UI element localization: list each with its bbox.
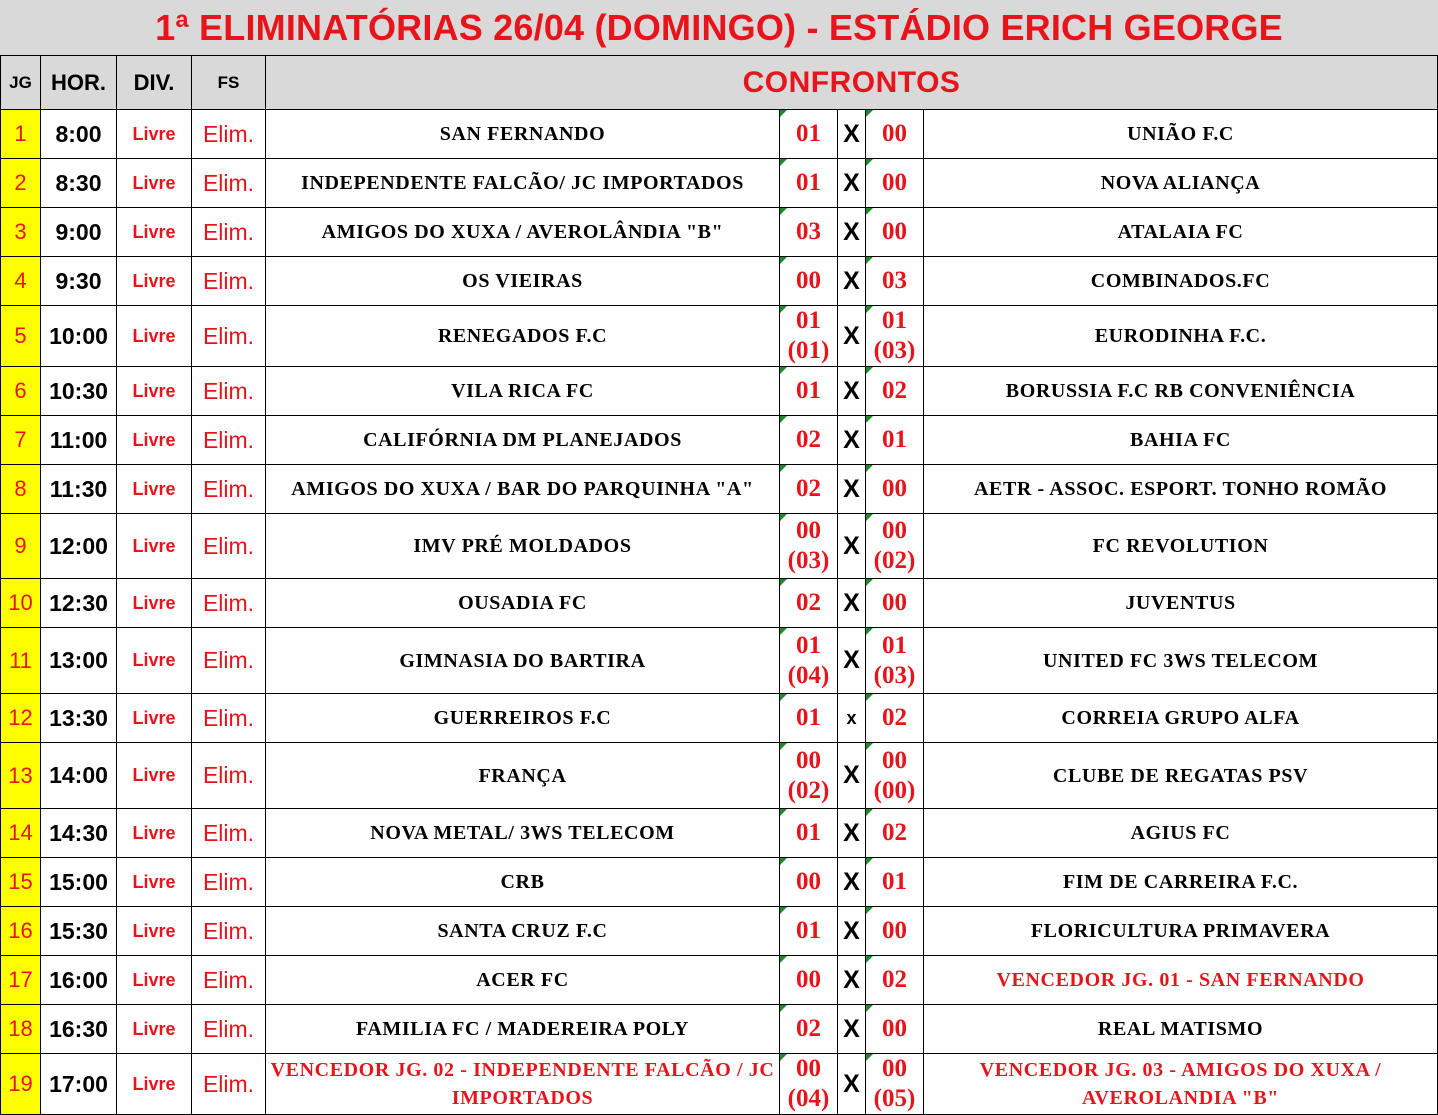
home-score: [780, 514, 838, 579]
home-score-goals: 02: [796, 1015, 821, 1042]
match-time: 13:00: [41, 628, 117, 694]
home-score: [780, 208, 838, 257]
away-team: JUVENTUS: [924, 579, 1438, 628]
home-team: SANTA CRUZ F.C: [266, 907, 780, 956]
away-team: AETR - ASSOC. ESPORT. TONHO ROMÃO: [924, 465, 1438, 514]
match-rows: [1, 110, 1438, 1115]
table-row: [1, 743, 1438, 809]
home-team: RENEGADOS F.C: [266, 306, 780, 367]
away-score: [866, 110, 924, 159]
home-score-goals: 01: [796, 704, 821, 731]
home-score: [780, 579, 838, 628]
division: Livre: [117, 579, 192, 628]
home-score: [780, 809, 838, 858]
division: Livre: [117, 306, 192, 367]
away-score-goals: 00: [882, 517, 907, 544]
away-score-goals: 01: [882, 307, 907, 334]
phase: Elim.: [192, 1005, 266, 1054]
home-score: [780, 628, 838, 694]
home-score-penalties: (02): [787, 776, 830, 804]
phase: Elim.: [192, 694, 266, 743]
header-jg: JG: [1, 56, 41, 110]
home-score: [780, 367, 838, 416]
away-score: [866, 858, 924, 907]
away-score: [866, 159, 924, 208]
game-number: 9: [1, 514, 41, 579]
division: Livre: [117, 257, 192, 306]
phase: Elim.: [192, 579, 266, 628]
away-team: VENCEDOR JG. 01 - SAN FERNANDO: [924, 956, 1438, 1005]
versus-mark: X: [838, 306, 866, 367]
phase: Elim.: [192, 743, 266, 809]
match-time: 15:00: [41, 858, 117, 907]
away-score: [866, 416, 924, 465]
division: Livre: [117, 367, 192, 416]
away-team: FIM DE CARREIRA F.C.: [924, 858, 1438, 907]
division: Livre: [117, 416, 192, 465]
home-team: FAMILIA FC / MADEREIRA POLY: [266, 1005, 780, 1054]
game-number: 14: [1, 809, 41, 858]
home-score-goals: 01: [796, 631, 821, 659]
home-team: IMV PRÉ MOLDADOS: [266, 514, 780, 579]
game-number: 17: [1, 956, 41, 1005]
table-row: [1, 367, 1438, 416]
match-time: 15:30: [41, 907, 117, 956]
away-score: [866, 1054, 924, 1115]
versus-mark: x: [838, 694, 866, 743]
home-score: [780, 1005, 838, 1054]
home-score-goals: 02: [796, 475, 821, 502]
home-team: INDEPENDENTE FALCÃO/ JC IMPORTADOS: [266, 159, 780, 208]
away-score: [866, 694, 924, 743]
division: Livre: [117, 743, 192, 809]
away-team: BORUSSIA F.C RB CONVENIÊNCIA: [924, 367, 1438, 416]
versus-mark: X: [838, 257, 866, 306]
table-row: [1, 1005, 1438, 1054]
game-number: 13: [1, 743, 41, 809]
home-score: [780, 743, 838, 809]
phase: Elim.: [192, 208, 266, 257]
game-number: 12: [1, 694, 41, 743]
away-team: COMBINADOS.FC: [924, 257, 1438, 306]
phase: Elim.: [192, 1054, 266, 1115]
away-score-goals: 00: [882, 120, 907, 147]
game-number: 10: [1, 579, 41, 628]
away-score: [866, 514, 924, 579]
versus-mark: X: [838, 956, 866, 1005]
match-table: [0, 55, 1438, 1115]
match-time: 9:30: [41, 257, 117, 306]
division: Livre: [117, 809, 192, 858]
phase: Elim.: [192, 416, 266, 465]
home-score: [780, 416, 838, 465]
away-score-goals: 00: [882, 169, 907, 196]
away-team: CORREIA GRUPO ALFA: [924, 694, 1438, 743]
home-score-goals: 02: [796, 589, 821, 616]
away-score-goals: 00: [882, 589, 907, 616]
match-time: 13:30: [41, 694, 117, 743]
division: Livre: [117, 1005, 192, 1054]
match-time: 11:00: [41, 416, 117, 465]
home-score-goals: 01: [796, 377, 821, 404]
game-number: 19: [1, 1054, 41, 1115]
home-team: GUERREIROS F.C: [266, 694, 780, 743]
home-score-goals: 01: [796, 819, 821, 846]
away-score-goals: 01: [882, 426, 907, 453]
phase: Elim.: [192, 306, 266, 367]
home-score-goals: 03: [796, 218, 821, 245]
away-score-goals: 00: [882, 1055, 907, 1082]
game-number: 8: [1, 465, 41, 514]
home-score: [780, 159, 838, 208]
versus-mark: X: [838, 110, 866, 159]
away-team: UNIÃO F.C: [924, 110, 1438, 159]
away-score-goals: 02: [882, 966, 907, 993]
phase: Elim.: [192, 465, 266, 514]
home-team: SAN FERNANDO: [266, 110, 780, 159]
home-score-goals: 00: [796, 966, 821, 993]
table-row: [1, 907, 1438, 956]
header-confrontos: CONFRONTOS: [266, 56, 1438, 110]
table-row: [1, 306, 1438, 367]
home-score-goals: 01: [796, 307, 821, 334]
home-score: [780, 257, 838, 306]
header-fs: FS: [192, 56, 266, 110]
table-row: [1, 956, 1438, 1005]
match-time: 9:00: [41, 208, 117, 257]
table-row: [1, 110, 1438, 159]
home-score-goals: 01: [796, 120, 821, 147]
division: Livre: [117, 1054, 192, 1115]
table-row: [1, 858, 1438, 907]
division: Livre: [117, 628, 192, 694]
away-score: [866, 465, 924, 514]
away-score: [866, 306, 924, 367]
home-team: ACER FC: [266, 956, 780, 1005]
division: Livre: [117, 858, 192, 907]
page-title: 1ª ELIMINATÓRIAS 26/04 (DOMINGO) - ESTÁDIO ERICH GEORGE: [0, 0, 1438, 56]
table-row: [1, 1054, 1438, 1115]
home-team: FRANÇA: [266, 743, 780, 809]
home-score-goals: 02: [796, 426, 821, 453]
away-score-penalties: (00): [873, 776, 916, 804]
division: Livre: [117, 208, 192, 257]
away-team: ATALAIA FC: [924, 208, 1438, 257]
versus-mark: X: [838, 367, 866, 416]
match-time: 14:30: [41, 809, 117, 858]
away-score-goals: 00: [882, 475, 907, 502]
phase: Elim.: [192, 367, 266, 416]
game-number: 6: [1, 367, 41, 416]
home-score: [780, 1054, 838, 1115]
away-score: [866, 743, 924, 809]
game-number: 4: [1, 257, 41, 306]
versus-mark: X: [838, 465, 866, 514]
home-score-goals: 00: [796, 1055, 821, 1082]
division: Livre: [117, 465, 192, 514]
home-team: AMIGOS DO XUXA / AVEROLÂNDIA "B": [266, 208, 780, 257]
table-row: [1, 579, 1438, 628]
home-team: NOVA METAL/ 3WS TELECOM: [266, 809, 780, 858]
away-score-goals: 01: [882, 631, 907, 659]
home-team: CALIFÓRNIA DM PLANEJADOS: [266, 416, 780, 465]
home-team: OUSADIA FC: [266, 579, 780, 628]
game-number: 15: [1, 858, 41, 907]
header-div: DIV.: [117, 56, 192, 110]
versus-mark: X: [838, 1054, 866, 1115]
phase: Elim.: [192, 809, 266, 858]
table-row: [1, 628, 1438, 694]
away-team: VENCEDOR JG. 03 - AMIGOS DO XUXA / AVEROLANDIA "B": [924, 1054, 1438, 1115]
home-team: GIMNASIA DO BARTIRA: [266, 628, 780, 694]
home-score-penalties: (04): [787, 1085, 830, 1112]
away-score-goals: 02: [882, 377, 907, 404]
versus-mark: X: [838, 809, 866, 858]
phase: Elim.: [192, 956, 266, 1005]
away-team: REAL MATISMO: [924, 1005, 1438, 1054]
match-time: 12:00: [41, 514, 117, 579]
home-score-goals: 01: [796, 917, 821, 944]
phase: Elim.: [192, 514, 266, 579]
game-number: 16: [1, 907, 41, 956]
home-score-goals: 00: [796, 517, 821, 544]
home-score: [780, 956, 838, 1005]
match-time: 11:30: [41, 465, 117, 514]
away-score: [866, 907, 924, 956]
phase: Elim.: [192, 110, 266, 159]
versus-mark: X: [838, 1005, 866, 1054]
home-score: [780, 858, 838, 907]
match-time: 10:30: [41, 367, 117, 416]
versus-mark: X: [838, 579, 866, 628]
home-score: [780, 907, 838, 956]
home-score-penalties: (04): [787, 661, 830, 689]
away-score-goals: 00: [882, 746, 907, 774]
away-score-goals: 02: [882, 819, 907, 846]
away-score: [866, 367, 924, 416]
home-team: CRB: [266, 858, 780, 907]
phase: Elim.: [192, 257, 266, 306]
away-score: [866, 956, 924, 1005]
away-score: [866, 1005, 924, 1054]
home-score: [780, 694, 838, 743]
versus-mark: X: [838, 159, 866, 208]
phase: Elim.: [192, 907, 266, 956]
match-time: 16:30: [41, 1005, 117, 1054]
away-score-goals: 01: [882, 868, 907, 895]
header-row: [1, 56, 1438, 110]
table-row: [1, 465, 1438, 514]
away-team: FC REVOLUTION: [924, 514, 1438, 579]
header-hor: HOR.: [41, 56, 117, 110]
table-row: [1, 514, 1438, 579]
game-number: 11: [1, 628, 41, 694]
home-score-penalties: (03): [787, 547, 830, 574]
division: Livre: [117, 159, 192, 208]
away-score: [866, 628, 924, 694]
home-team: VILA RICA FC: [266, 367, 780, 416]
division: Livre: [117, 514, 192, 579]
away-team: UNITED FC 3WS TELECOM: [924, 628, 1438, 694]
away-score: [866, 257, 924, 306]
away-team: AGIUS FC: [924, 809, 1438, 858]
versus-mark: X: [838, 743, 866, 809]
away-score-goals: 03: [882, 267, 907, 294]
phase: Elim.: [192, 159, 266, 208]
home-score-penalties: (01): [787, 337, 830, 364]
division: Livre: [117, 956, 192, 1005]
versus-mark: X: [838, 416, 866, 465]
match-time: 8:30: [41, 159, 117, 208]
away-team: FLORICULTURA PRIMAVERA: [924, 907, 1438, 956]
away-score-penalties: (05): [873, 1085, 916, 1112]
home-score: [780, 110, 838, 159]
versus-mark: X: [838, 858, 866, 907]
match-time: 14:00: [41, 743, 117, 809]
home-score-goals: 00: [796, 267, 821, 294]
away-score-goals: 02: [882, 704, 907, 731]
game-number: 2: [1, 159, 41, 208]
home-team: VENCEDOR JG. 02 - INDEPENDENTE FALCÃO / JC IMPORTADOS: [266, 1054, 780, 1115]
away-team: CLUBE DE REGATAS PSV: [924, 743, 1438, 809]
home-score: [780, 465, 838, 514]
game-number: 3: [1, 208, 41, 257]
home-score-goals: 00: [796, 868, 821, 895]
division: Livre: [117, 694, 192, 743]
game-number: 18: [1, 1005, 41, 1054]
home-score-goals: 01: [796, 169, 821, 196]
away-score-goals: 00: [882, 917, 907, 944]
table-row: [1, 694, 1438, 743]
versus-mark: X: [838, 514, 866, 579]
phase: Elim.: [192, 858, 266, 907]
match-time: 12:30: [41, 579, 117, 628]
away-team: NOVA ALIANÇA: [924, 159, 1438, 208]
table-row: [1, 257, 1438, 306]
versus-mark: X: [838, 628, 866, 694]
home-team: OS VIEIRAS: [266, 257, 780, 306]
match-time: 10:00: [41, 306, 117, 367]
away-score-goals: 00: [882, 1015, 907, 1042]
home-score: [780, 306, 838, 367]
table-row: [1, 208, 1438, 257]
away-team: BAHIA FC: [924, 416, 1438, 465]
division: Livre: [117, 110, 192, 159]
match-time: 17:00: [41, 1054, 117, 1115]
away-score-penalties: (03): [873, 661, 916, 689]
match-time: 8:00: [41, 110, 117, 159]
away-score-penalties: (03): [873, 337, 916, 364]
table-row: [1, 416, 1438, 465]
match-time: 16:00: [41, 956, 117, 1005]
away-score-goals: 00: [882, 218, 907, 245]
game-number: 5: [1, 306, 41, 367]
versus-mark: X: [838, 907, 866, 956]
away-score-penalties: (02): [873, 547, 916, 574]
phase: Elim.: [192, 628, 266, 694]
away-team: EURODINHA F.C.: [924, 306, 1438, 367]
versus-mark: X: [838, 208, 866, 257]
away-score: [866, 208, 924, 257]
game-number: 1: [1, 110, 41, 159]
away-score: [866, 579, 924, 628]
game-number: 7: [1, 416, 41, 465]
table-row: [1, 159, 1438, 208]
division: Livre: [117, 907, 192, 956]
away-score: [866, 809, 924, 858]
home-team: AMIGOS DO XUXA / BAR DO PARQUINHA "A": [266, 465, 780, 514]
table-row: [1, 809, 1438, 858]
home-score-goals: 00: [796, 746, 821, 774]
